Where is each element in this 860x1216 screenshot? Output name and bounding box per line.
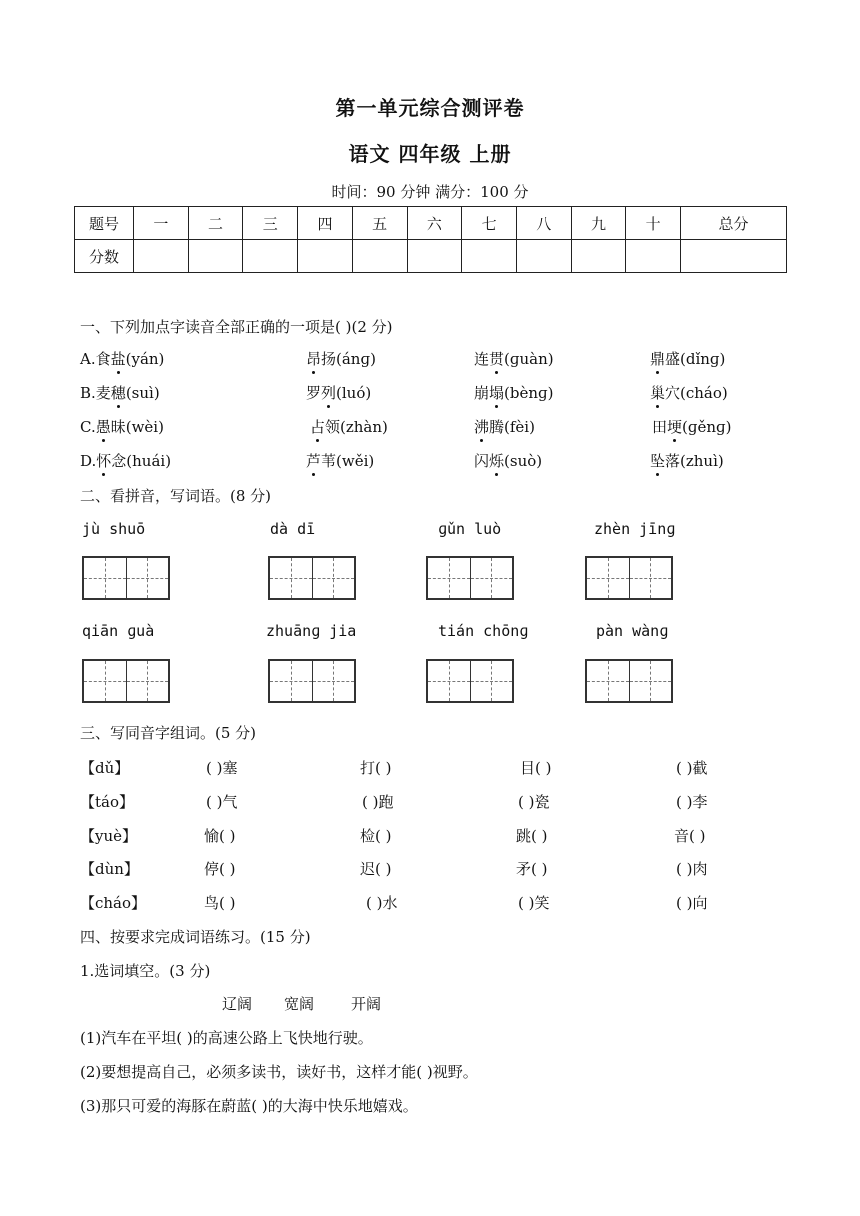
score-input-cell[interactable]: [516, 240, 571, 273]
q1-text: 罗: [306, 384, 322, 402]
score-input-cell[interactable]: [407, 240, 462, 273]
score-input-cell[interactable]: [462, 240, 517, 273]
score-cell: 五: [352, 207, 407, 240]
q1-option-c-item-1: [80, 416, 164, 437]
score-table-header-row: [75, 207, 787, 240]
q3-row-label: 【yuè】: [80, 827, 138, 845]
q1-text: 苇(wěi): [321, 452, 375, 470]
grid-cell[interactable]: [428, 558, 470, 598]
q3-blank[interactable]: ( )笑: [518, 894, 550, 912]
score-cell: 六: [407, 207, 462, 240]
score-cell: 九: [571, 207, 626, 240]
q3-blank[interactable]: ( )水: [366, 894, 398, 912]
page-subtitle: 语文 四年级 上册: [348, 142, 512, 166]
pinyin-label: ɡǔn luò: [438, 520, 502, 538]
q3-blank[interactable]: ( )瓷: [518, 793, 550, 811]
q1-option-b-item-4: [650, 382, 728, 403]
q3-blank[interactable]: 矛( ): [516, 860, 548, 878]
dotted-char: 愚: [95, 418, 111, 436]
word-choice: 辽阔: [222, 995, 253, 1013]
writing-grid[interactable]: [585, 659, 673, 703]
q1-option-d-item-1: [80, 450, 171, 471]
fill-blank-sentence[interactable]: (3)那只可爱的海豚在蔚蓝( )的大海中快乐地嬉戏。: [80, 1097, 418, 1115]
q4-sub1-heading: 1.选词填空。(3 分): [80, 962, 211, 980]
score-cell: 二: [188, 207, 243, 240]
pinyin-label: dà dī: [270, 520, 316, 538]
writing-grid[interactable]: [82, 659, 170, 703]
q1-text: 腾(fèi): [489, 418, 535, 436]
grid-cell[interactable]: [587, 661, 629, 701]
word-choice: 开阔: [351, 995, 382, 1013]
q1-option-d-item-4: [650, 450, 724, 471]
score-input-cell[interactable]: [243, 240, 298, 273]
q1-text: (luó): [336, 384, 372, 402]
grid-cell[interactable]: [470, 558, 512, 598]
writing-grid[interactable]: [585, 556, 673, 600]
q1-text: C.: [80, 418, 96, 436]
q1-text: D.: [80, 452, 97, 470]
q3-blank[interactable]: ( )向: [676, 894, 708, 912]
q3-blank[interactable]: ( )李: [676, 793, 708, 811]
dotted-char: 芦: [306, 452, 322, 470]
q3-blank[interactable]: ( )塞: [206, 759, 238, 777]
dotted-char: 昂: [306, 350, 322, 368]
q3-blank[interactable]: ( )肉: [676, 860, 708, 878]
q3-row-label: 【dǔ】: [80, 759, 130, 777]
grid-cell[interactable]: [126, 558, 168, 598]
score-input-cell[interactable]: [571, 240, 626, 273]
score-input-cell[interactable]: [134, 240, 189, 273]
score-cell: 一: [134, 207, 189, 240]
dotted-char: 坠: [650, 452, 666, 470]
score-cell: 八: [516, 207, 571, 240]
q3-blank[interactable]: ( )截: [676, 759, 708, 777]
pinyin-label: pàn wànɡ: [596, 622, 669, 640]
grid-cell[interactable]: [270, 661, 312, 701]
q1-text: B.麦: [80, 384, 111, 402]
q1-option-b-item-3: [474, 382, 553, 403]
q1-text: 田: [652, 418, 668, 436]
q3-blank[interactable]: 检( ): [360, 827, 392, 845]
q1-text: 穴(cháo): [665, 384, 728, 402]
q1-text: (ɡuàn): [504, 350, 554, 368]
q1-option-c-item-2: [310, 416, 388, 437]
q1-text: 念(huái): [111, 452, 172, 470]
dotted-char: 穗: [110, 384, 126, 402]
q3-blank[interactable]: ( )跑: [362, 793, 394, 811]
writing-grid[interactable]: [426, 556, 514, 600]
exam-meta: 时间：90 分钟 满分：100 分: [331, 183, 529, 201]
grid-cell[interactable]: [126, 661, 168, 701]
q1-text: (yán): [125, 350, 165, 368]
q1-option-b-item-1: [80, 382, 160, 403]
grid-cell[interactable]: [629, 661, 671, 701]
dotted-char: 列: [321, 384, 337, 402]
dotted-char: 塌: [489, 384, 505, 402]
grid-cell[interactable]: [587, 558, 629, 598]
page-title: 第一单元综合测评卷: [335, 96, 525, 120]
q1-option-c-item-3: [474, 416, 535, 437]
q1-text: (suì): [125, 384, 160, 402]
score-input-cell[interactable]: [626, 240, 681, 273]
q1-option-a-item-4: [650, 348, 725, 369]
q2-heading: 二、看拼音，写词语。(8 分): [80, 487, 272, 505]
score-input-cell[interactable]: [681, 240, 787, 273]
grid-cell[interactable]: [84, 558, 126, 598]
score-cell: 总分: [681, 207, 787, 240]
q1-option-a-item-1: [80, 348, 164, 369]
score-input-cell[interactable]: [298, 240, 353, 273]
pinyin-label: zhuānɡ jia: [266, 622, 357, 640]
grid-cell[interactable]: [470, 661, 512, 701]
q1-text: 领(zhàn): [325, 418, 388, 436]
score-cell: 三: [243, 207, 298, 240]
fill-blank-sentence[interactable]: (2)要想提高自己，必须多读书，读好书，这样才能( )视野。: [80, 1063, 478, 1081]
grid-cell[interactable]: [312, 661, 354, 701]
writing-grid[interactable]: [268, 659, 356, 703]
q3-blank[interactable]: 停( ): [204, 860, 236, 878]
score-table: [74, 206, 787, 273]
dotted-char: 鼎: [650, 350, 666, 368]
score-cell: 十: [626, 207, 681, 240]
q1-option-b-item-2: [306, 382, 371, 403]
q1-text: 落(zhuì): [665, 452, 724, 470]
pinyin-label: jù shuō: [82, 520, 146, 538]
score-cell: 七: [462, 207, 517, 240]
grid-cell[interactable]: [84, 661, 126, 701]
q3-row-label: 【dùn】: [80, 860, 139, 878]
q3-heading: 三、写同音字组词。(5 分): [80, 724, 257, 742]
q1-option-d-item-2: [306, 450, 374, 471]
q1-text: 昧(wèi): [110, 418, 164, 436]
grid-cell[interactable]: [428, 661, 470, 701]
dotted-char: 沸: [474, 418, 490, 436]
writing-grid[interactable]: [268, 556, 356, 600]
q1-text: 盛(dǐnɡ): [665, 350, 726, 368]
fill-blank-sentence[interactable]: (1)汽车在平坦( )的高速公路上飞快地行驶。: [80, 1029, 373, 1047]
q1-option-d-item-3: [474, 450, 542, 471]
pinyin-label: zhèn jīnɡ: [594, 520, 676, 538]
q1-text: (ɡěnɡ): [682, 418, 732, 436]
writing-grid[interactable]: [426, 659, 514, 703]
writing-grid[interactable]: [82, 556, 170, 600]
q1-text: (suò): [504, 452, 543, 470]
score-cell: 题号: [75, 207, 134, 240]
q3-row-label: 【táo】: [80, 793, 135, 811]
q3-blank[interactable]: 音( ): [674, 827, 706, 845]
q1-option-a-item-2: [306, 348, 376, 369]
q1-option-a-item-3: [474, 348, 554, 369]
q3-blank[interactable]: 愉( ): [204, 827, 236, 845]
grid-cell[interactable]: [270, 558, 312, 598]
dotted-char: 巢: [650, 384, 666, 402]
q1-text: 扬(ánɡ): [321, 350, 376, 368]
dotted-char: 占: [310, 418, 326, 436]
q3-blank[interactable]: 迟( ): [360, 860, 392, 878]
q1-option-c-item-4: [652, 416, 731, 437]
dotted-char: 贯: [489, 350, 505, 368]
score-cell: 四: [298, 207, 353, 240]
q3-blank[interactable]: 鸟( ): [204, 894, 236, 912]
grid-cell[interactable]: [629, 558, 671, 598]
q1-text: A.食: [80, 350, 111, 368]
dotted-char: 怀: [96, 452, 112, 470]
score-input-cell[interactable]: [352, 240, 407, 273]
q3-blank[interactable]: 打( ): [360, 759, 392, 777]
q1-text: 闪: [474, 452, 490, 470]
q3-blank[interactable]: 跳( ): [516, 827, 548, 845]
pinyin-label: tián chōnɡ: [438, 622, 529, 640]
grid-cell[interactable]: [312, 558, 354, 598]
q3-row-label: 【cháo】: [80, 894, 147, 912]
dotted-char: 烁: [489, 452, 505, 470]
q1-text: 崩: [474, 384, 490, 402]
q3-blank[interactable]: 目( ): [520, 759, 552, 777]
q1-heading: 一、下列加点字读音全部正确的一项是( )(2 分): [80, 318, 393, 336]
q1-text: (bènɡ): [504, 384, 554, 402]
q4-heading: 四、按要求完成词语练习。(15 分): [80, 928, 311, 946]
q3-blank[interactable]: ( )气: [206, 793, 238, 811]
word-choice: 宽阔: [284, 995, 315, 1013]
dotted-char: 埂: [667, 418, 683, 436]
score-table-score-row: [75, 240, 787, 273]
q1-text: 连: [474, 350, 490, 368]
score-input-cell[interactable]: [188, 240, 243, 273]
pinyin-label: qiān ɡuà: [82, 622, 155, 640]
score-row-label: 分数: [75, 240, 134, 273]
dotted-char: 盐: [110, 350, 126, 368]
